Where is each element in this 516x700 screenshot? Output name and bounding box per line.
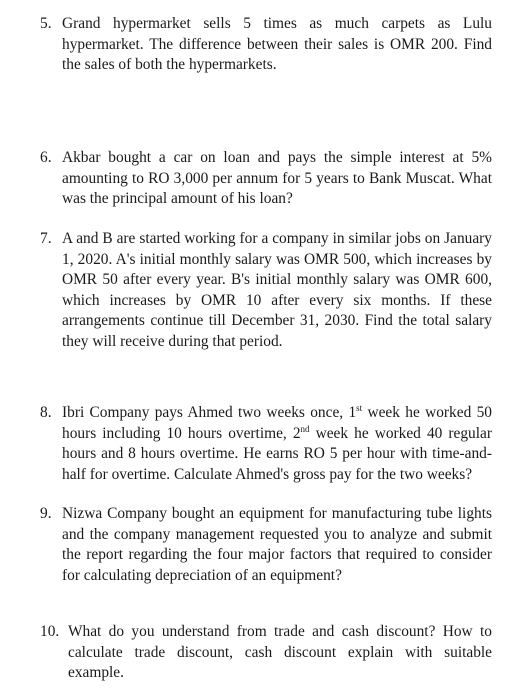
question-number: 9.	[40, 505, 52, 522]
question-number: 8.	[40, 404, 52, 421]
question-number: 6.	[40, 149, 52, 166]
question-text: What do you understand from trade and cash discount? How to calculate trade discount, cash discount explain with suitable example.	[68, 623, 492, 682]
ordinal-suffix: nd	[300, 423, 310, 434]
question-10	[40, 622, 492, 684]
question-number: 7.	[40, 230, 52, 247]
question-6	[40, 148, 492, 210]
question-text: Grand hypermarket sells 5 times as much carpets as Lulu hypermarket. The difference between their sales is OMR 200. Find the sales of both the hypermarkets.	[62, 15, 492, 74]
question-8	[40, 403, 492, 485]
question-text-part: week he worked 50 hours including 10 hours overtime, 2	[62, 404, 492, 442]
ordinal-suffix: st	[356, 402, 363, 413]
question-text-part: Ibri Company pays Ahmed two weeks once, 1	[62, 404, 357, 421]
question-text-part: week he worked 40 regular hours and 8 hours overtime. He earns RO 5 per hour with time-and-half for overtime. Calculate Ahmed's gross pay for the two weeks?	[62, 424, 492, 483]
question-9	[40, 504, 492, 586]
question-text: Akbar bought a car on loan and pays the simple interest at 5% amounting to RO 3,000 per annum for 5 years to Bank Muscat. What was the principal amount of his loan?	[62, 149, 492, 208]
question-number: 5.	[40, 15, 52, 32]
question-number: 10.	[40, 623, 60, 640]
question-5	[40, 14, 492, 76]
question-text	[62, 403, 492, 485]
question-text: A and B are started working for a company in similar jobs on January 1, 2020. A's initial monthly salary was OMR 500, which increases by OMR 50 after every year. B's initial monthly salary was OMR 600, which increases by OMR 10 after every six months. If these arrangements continue till December 31, 2030. Find the total salary they will receive during that period.	[62, 230, 492, 350]
question-7	[40, 229, 492, 353]
question-text: Nizwa Company bought an equipment for manufacturing tube lights and the company management requested you to analyze and submit the report regarding the four major factors that required to consider for calculating depreciation of an equipment?	[62, 505, 492, 584]
